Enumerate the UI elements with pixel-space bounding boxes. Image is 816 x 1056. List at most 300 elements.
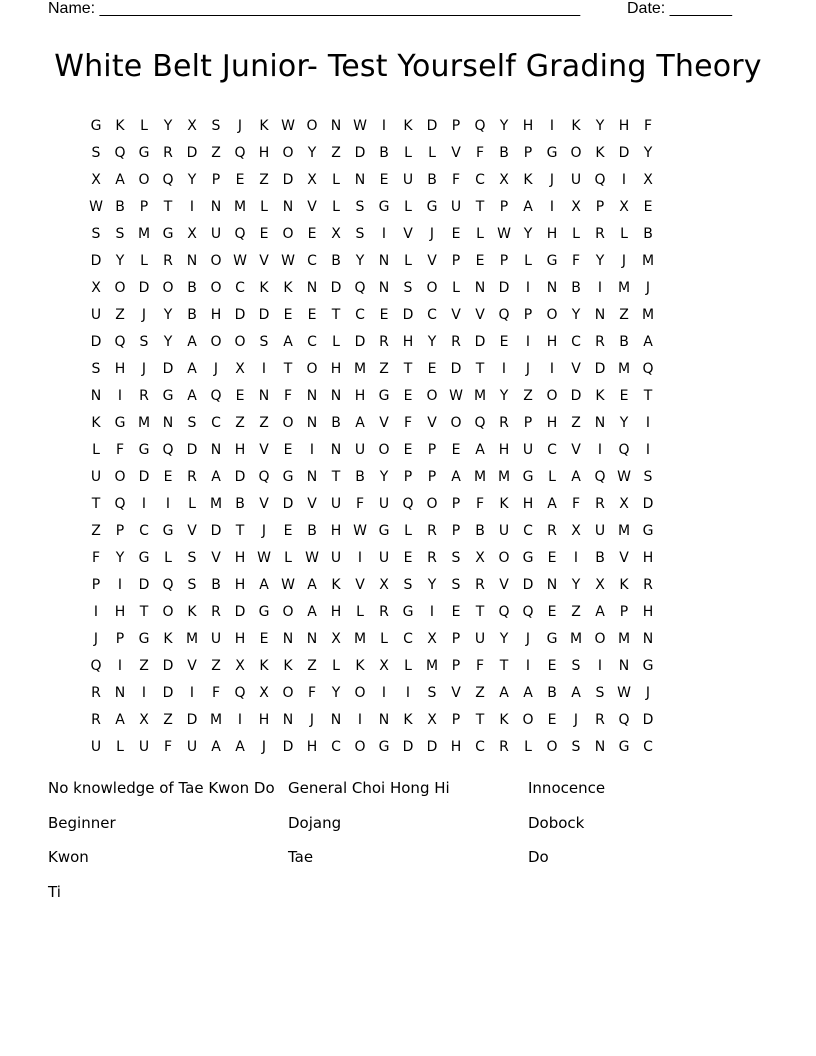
grid-letter: A bbox=[235, 739, 245, 755]
grid-letter: J bbox=[645, 280, 651, 296]
grid-letter: H bbox=[642, 550, 654, 566]
grid-letter: W bbox=[281, 577, 295, 593]
grid-letter: A bbox=[643, 334, 653, 350]
grid-letter: G bbox=[546, 253, 558, 269]
grid-letter: L bbox=[548, 469, 556, 485]
grid-letter: L bbox=[332, 199, 340, 215]
grid-letter: S bbox=[403, 577, 413, 593]
grid-letter: Q bbox=[594, 469, 606, 485]
grid-letter: O bbox=[282, 415, 294, 431]
grid-letter: H bbox=[330, 604, 342, 620]
grid-letter: L bbox=[404, 523, 412, 539]
grid-letter: R bbox=[211, 604, 221, 620]
grid-letter: Q bbox=[618, 442, 630, 458]
grid-letter: T bbox=[499, 658, 509, 674]
grid-letter: R bbox=[91, 712, 101, 728]
grid-letter: X bbox=[235, 658, 245, 674]
grid-letter: S bbox=[451, 550, 461, 566]
grid-letter: U bbox=[474, 631, 486, 647]
grid-letter: D bbox=[138, 280, 150, 296]
grid-letter: G bbox=[618, 739, 630, 755]
grid-letter: Q bbox=[522, 604, 534, 620]
grid-letter: H bbox=[258, 145, 270, 161]
grid-letter: G bbox=[90, 118, 102, 134]
grid-letter: U bbox=[90, 307, 102, 323]
grid-letter: V bbox=[307, 496, 317, 512]
grid-letter: G bbox=[138, 631, 150, 647]
grid-letter: K bbox=[259, 118, 269, 134]
grid-letter: R bbox=[163, 253, 173, 269]
grid-letter: Y bbox=[115, 550, 125, 566]
grid-letter: V bbox=[475, 307, 485, 323]
grid-letter: C bbox=[571, 334, 581, 350]
grid-letter: N bbox=[330, 388, 342, 404]
grid-letter: P bbox=[451, 253, 461, 269]
grid-letter: N bbox=[642, 631, 654, 647]
grid-letter: P bbox=[451, 496, 461, 512]
grid-letter: J bbox=[525, 361, 531, 377]
grid-letter: N bbox=[354, 172, 366, 188]
grid-letter: N bbox=[282, 199, 294, 215]
grid-letter: U bbox=[570, 172, 582, 188]
grid-letter: I bbox=[525, 658, 531, 674]
grid-letter: D bbox=[402, 307, 414, 323]
grid-letter: E bbox=[307, 307, 317, 323]
grid-letter: L bbox=[476, 226, 484, 242]
grid-letter: K bbox=[91, 415, 101, 431]
grid-letter: G bbox=[378, 388, 390, 404]
grid-letter: S bbox=[403, 280, 413, 296]
grid-letter: K bbox=[163, 631, 173, 647]
grid-letter: R bbox=[547, 523, 557, 539]
grid-letter: D bbox=[354, 145, 366, 161]
grid-letter: I bbox=[357, 550, 363, 566]
grid-letter: B bbox=[115, 199, 125, 215]
grid-letter: O bbox=[426, 280, 438, 296]
word-list-item: Tae bbox=[288, 848, 314, 866]
grid-letter: G bbox=[114, 415, 126, 431]
grid-letter: H bbox=[354, 388, 366, 404]
grid-letter: D bbox=[186, 442, 198, 458]
grid-letter: N bbox=[114, 685, 126, 701]
grid-letter: V bbox=[187, 658, 197, 674]
grid-letter: Y bbox=[427, 577, 437, 593]
grid-letter: B bbox=[307, 523, 317, 539]
grid-letter: F bbox=[163, 739, 173, 755]
grid-letter: V bbox=[211, 550, 221, 566]
grid-letter: Q bbox=[210, 388, 222, 404]
grid-letter: I bbox=[189, 685, 195, 701]
grid-letter: A bbox=[451, 469, 461, 485]
grid-letter: E bbox=[403, 442, 413, 458]
grid-letter: E bbox=[451, 604, 461, 620]
grid-letter: M bbox=[233, 199, 247, 215]
grid-letter: M bbox=[473, 469, 487, 485]
grid-letter: H bbox=[330, 523, 342, 539]
grid-letter: E bbox=[235, 172, 245, 188]
grid-letter: J bbox=[141, 361, 147, 377]
grid-letter: H bbox=[258, 712, 270, 728]
word-list-item: Kwon bbox=[48, 848, 89, 866]
grid-letter: V bbox=[619, 550, 629, 566]
grid-letter: S bbox=[571, 739, 581, 755]
grid-letter: B bbox=[187, 307, 197, 323]
grid-letter: F bbox=[115, 442, 125, 458]
grid-letter: N bbox=[330, 442, 342, 458]
grid-letter: Q bbox=[474, 118, 486, 134]
grid-letter: E bbox=[283, 307, 293, 323]
grid-letter: E bbox=[403, 388, 413, 404]
grid-letter: U bbox=[402, 172, 414, 188]
grid-letter: O bbox=[522, 712, 534, 728]
grid-letter: X bbox=[331, 226, 341, 242]
grid-letter: E bbox=[547, 658, 557, 674]
grid-letter: N bbox=[210, 442, 222, 458]
grid-letter: B bbox=[643, 226, 653, 242]
grid-letter: D bbox=[522, 577, 534, 593]
grid-letter: P bbox=[115, 631, 125, 647]
grid-row bbox=[84, 140, 660, 167]
grid-letter: O bbox=[234, 334, 246, 350]
grid-letter: Y bbox=[499, 118, 509, 134]
grid-letter: X bbox=[643, 172, 653, 188]
grid-letter: C bbox=[307, 253, 317, 269]
grid-letter: A bbox=[595, 604, 605, 620]
grid-letter: G bbox=[378, 199, 390, 215]
grid-letter: H bbox=[450, 739, 462, 755]
grid-letter: Z bbox=[211, 658, 221, 674]
grid-letter: Z bbox=[259, 415, 269, 431]
grid-letter: M bbox=[209, 712, 223, 728]
grid-letter: L bbox=[140, 253, 148, 269]
grid-letter: R bbox=[595, 712, 605, 728]
grid-letter: B bbox=[331, 253, 341, 269]
grid-letter: K bbox=[115, 118, 125, 134]
grid-letter: M bbox=[473, 388, 487, 404]
grid-letter: Q bbox=[258, 469, 270, 485]
grid-letter: D bbox=[210, 523, 222, 539]
grid-letter: E bbox=[547, 550, 557, 566]
word-list-item: Innocence bbox=[528, 779, 606, 797]
grid-letter: U bbox=[210, 631, 222, 647]
grid-letter: J bbox=[237, 118, 243, 134]
grid-letter: E bbox=[451, 442, 461, 458]
grid-letter: Z bbox=[571, 415, 581, 431]
grid-row bbox=[84, 437, 660, 464]
grid-letter: Y bbox=[355, 253, 365, 269]
grid-letter: X bbox=[379, 658, 389, 674]
grid-letter: O bbox=[546, 739, 558, 755]
grid-letter: N bbox=[306, 469, 318, 485]
grid-letter: P bbox=[523, 307, 533, 323]
grid-letter: I bbox=[261, 361, 267, 377]
grid-letter: R bbox=[427, 523, 437, 539]
grid-letter: I bbox=[645, 415, 651, 431]
grid-letter: N bbox=[258, 388, 270, 404]
word-list-item: Do bbox=[528, 848, 549, 866]
grid-letter: W bbox=[233, 253, 247, 269]
grid-letter: Z bbox=[523, 388, 533, 404]
grid-letter: D bbox=[450, 361, 462, 377]
grid-letter: S bbox=[595, 685, 605, 701]
grid-row bbox=[84, 275, 660, 302]
grid-letter: D bbox=[162, 685, 174, 701]
grid-row bbox=[84, 329, 660, 356]
grid-letter: Y bbox=[331, 685, 341, 701]
grid-letter: X bbox=[499, 172, 509, 188]
grid-letter: C bbox=[403, 631, 413, 647]
grid-letter: O bbox=[594, 631, 606, 647]
grid-letter: X bbox=[379, 577, 389, 593]
grid-letter: Q bbox=[354, 280, 366, 296]
grid-letter: F bbox=[475, 145, 485, 161]
grid-letter: S bbox=[259, 334, 269, 350]
grid-letter: V bbox=[355, 577, 365, 593]
grid-letter: E bbox=[259, 631, 269, 647]
grid-letter: X bbox=[187, 226, 197, 242]
grid-row bbox=[84, 518, 660, 545]
word-list-item: Dojang bbox=[288, 813, 342, 832]
grid-letter: P bbox=[499, 253, 509, 269]
grid-letter: Q bbox=[162, 172, 174, 188]
grid-letter: C bbox=[547, 442, 557, 458]
grid-letter: G bbox=[162, 226, 174, 242]
grid-letter: D bbox=[282, 496, 294, 512]
grid-letter: M bbox=[137, 415, 151, 431]
grid-letter: F bbox=[283, 388, 293, 404]
grid-letter: R bbox=[163, 145, 173, 161]
grid-letter: M bbox=[497, 469, 511, 485]
grid-letter: O bbox=[450, 415, 462, 431]
grid-letter: O bbox=[570, 145, 582, 161]
grid-row bbox=[84, 491, 660, 518]
grid-letter: L bbox=[572, 226, 580, 242]
grid-letter: I bbox=[549, 361, 555, 377]
grid-letter: D bbox=[330, 280, 342, 296]
grid-letter: H bbox=[114, 604, 126, 620]
grid-letter: B bbox=[331, 415, 341, 431]
grid-letter: P bbox=[427, 442, 437, 458]
grid-letter: J bbox=[261, 739, 267, 755]
grid-row bbox=[84, 734, 660, 761]
grid-letter: I bbox=[117, 658, 123, 674]
grid-letter: K bbox=[499, 712, 509, 728]
grid-letter: N bbox=[306, 280, 318, 296]
grid-letter: C bbox=[211, 415, 221, 431]
grid-letter: F bbox=[571, 496, 581, 512]
grid-letter: A bbox=[475, 442, 485, 458]
grid-letter: H bbox=[546, 334, 558, 350]
grid-letter: T bbox=[331, 469, 341, 485]
grid-letter: H bbox=[234, 577, 246, 593]
grid-letter: B bbox=[379, 145, 389, 161]
grid-letter: Q bbox=[618, 712, 630, 728]
grid-row bbox=[84, 302, 660, 329]
grid-letter: A bbox=[547, 496, 557, 512]
grid-letter: E bbox=[235, 388, 245, 404]
grid-letter: X bbox=[187, 118, 197, 134]
grid-letter: H bbox=[618, 118, 630, 134]
grid-letter: J bbox=[621, 253, 627, 269]
grid-letter: G bbox=[258, 604, 270, 620]
grid-letter: V bbox=[451, 145, 461, 161]
grid-letter: C bbox=[427, 307, 437, 323]
grid-letter: Q bbox=[114, 496, 126, 512]
grid-letter: T bbox=[475, 712, 485, 728]
grid-letter: D bbox=[282, 739, 294, 755]
grid-letter: N bbox=[90, 388, 102, 404]
grid-letter: C bbox=[475, 172, 485, 188]
grid-letter: E bbox=[259, 226, 269, 242]
grid-letter: Y bbox=[427, 334, 437, 350]
grid-letter: S bbox=[427, 685, 437, 701]
word-list-item: Beginner bbox=[48, 813, 116, 832]
grid-letter: N bbox=[594, 307, 606, 323]
grid-letter: Q bbox=[234, 145, 246, 161]
grid-letter: V bbox=[187, 523, 197, 539]
grid-letter: I bbox=[141, 685, 147, 701]
grid-letter: Z bbox=[91, 523, 101, 539]
word-list-item: General Choi Hong Hi bbox=[288, 779, 450, 797]
grid-letter: U bbox=[90, 739, 102, 755]
grid-row bbox=[84, 410, 660, 437]
grid-letter: C bbox=[355, 307, 365, 323]
grid-letter: L bbox=[428, 145, 436, 161]
grid-letter: W bbox=[353, 118, 367, 134]
grid-letter: F bbox=[475, 496, 485, 512]
grid-letter: H bbox=[234, 442, 246, 458]
grid-letter: Y bbox=[163, 334, 173, 350]
grid-letter: K bbox=[619, 577, 629, 593]
grid-letter: M bbox=[425, 658, 439, 674]
grid-letter: Q bbox=[162, 577, 174, 593]
grid-letter: G bbox=[162, 523, 174, 539]
grid-letter: D bbox=[138, 577, 150, 593]
grid-letter: J bbox=[645, 685, 651, 701]
grid-letter: S bbox=[451, 577, 461, 593]
grid-letter: I bbox=[117, 388, 123, 404]
grid-letter: W bbox=[257, 550, 271, 566]
grid-letter: Q bbox=[234, 685, 246, 701]
grid-letter: X bbox=[619, 199, 629, 215]
grid-letter: J bbox=[261, 523, 267, 539]
grid-letter: J bbox=[309, 712, 315, 728]
grid-letter: B bbox=[475, 523, 485, 539]
grid-letter: D bbox=[570, 388, 582, 404]
grid-letter: T bbox=[475, 361, 485, 377]
grid-letter: E bbox=[283, 523, 293, 539]
grid-letter: I bbox=[405, 685, 411, 701]
grid-letter: B bbox=[235, 496, 245, 512]
grid-letter: D bbox=[594, 361, 606, 377]
grid-letter: M bbox=[353, 361, 367, 377]
grid-letter: V bbox=[307, 199, 317, 215]
grid-letter: B bbox=[619, 334, 629, 350]
grid-letter: S bbox=[91, 226, 101, 242]
grid-letter: K bbox=[523, 172, 533, 188]
grid-letter: L bbox=[332, 658, 340, 674]
grid-letter: Y bbox=[595, 118, 605, 134]
grid-letter: T bbox=[235, 523, 245, 539]
grid-row bbox=[84, 356, 660, 383]
grid-letter: P bbox=[451, 118, 461, 134]
grid-letter: U bbox=[522, 442, 534, 458]
grid-letter: V bbox=[259, 442, 269, 458]
grid-letter: Q bbox=[114, 145, 126, 161]
grid-letter: D bbox=[498, 280, 510, 296]
grid-letter: H bbox=[234, 550, 246, 566]
grid-letter: V bbox=[451, 307, 461, 323]
grid-letter: O bbox=[114, 280, 126, 296]
grid-row bbox=[84, 653, 660, 680]
grid-letter: D bbox=[474, 334, 486, 350]
grid-letter: A bbox=[187, 334, 197, 350]
grid-letter: Y bbox=[523, 226, 533, 242]
grid-row bbox=[84, 572, 660, 599]
grid-letter: P bbox=[499, 199, 509, 215]
grid-letter: D bbox=[642, 712, 654, 728]
grid-letter: W bbox=[617, 685, 631, 701]
grid-letter: Y bbox=[595, 253, 605, 269]
grid-letter: I bbox=[381, 226, 387, 242]
grid-row bbox=[84, 599, 660, 626]
grid-letter: Q bbox=[498, 307, 510, 323]
grid-letter: W bbox=[497, 226, 511, 242]
grid-letter: Q bbox=[594, 172, 606, 188]
grid-letter: Z bbox=[163, 712, 173, 728]
grid-letter: E bbox=[475, 253, 485, 269]
grid-letter: F bbox=[91, 550, 101, 566]
grid-letter: I bbox=[93, 604, 99, 620]
grid-letter: T bbox=[475, 199, 485, 215]
grid-letter: F bbox=[211, 685, 221, 701]
grid-letter: X bbox=[571, 199, 581, 215]
grid-letter: N bbox=[186, 253, 198, 269]
grid-letter: U bbox=[594, 523, 606, 539]
grid-row bbox=[84, 194, 660, 221]
grid-letter: F bbox=[403, 415, 413, 431]
grid-letter: G bbox=[546, 631, 558, 647]
grid-letter: Z bbox=[307, 658, 317, 674]
grid-letter: Z bbox=[475, 685, 485, 701]
grid-row bbox=[84, 383, 660, 410]
grid-letter: Y bbox=[643, 145, 653, 161]
grid-letter: P bbox=[451, 631, 461, 647]
grid-letter: B bbox=[595, 550, 605, 566]
grid-letter: S bbox=[187, 415, 197, 431]
grid-letter: M bbox=[641, 253, 655, 269]
grid-letter: R bbox=[595, 226, 605, 242]
grid-letter: F bbox=[571, 253, 581, 269]
grid-letter: E bbox=[547, 604, 557, 620]
grid-letter: O bbox=[162, 604, 174, 620]
grid-letter: I bbox=[549, 199, 555, 215]
grid-letter: G bbox=[138, 442, 150, 458]
grid-letter: A bbox=[283, 334, 293, 350]
grid-letter: S bbox=[91, 361, 101, 377]
grid-letter: L bbox=[332, 172, 340, 188]
grid-letter: N bbox=[306, 415, 318, 431]
grid-letter: A bbox=[211, 469, 221, 485]
grid-letter: E bbox=[379, 172, 389, 188]
grid-letter: U bbox=[186, 739, 198, 755]
grid-letter: E bbox=[619, 388, 629, 404]
grid-letter: L bbox=[188, 496, 196, 512]
grid-letter: X bbox=[427, 631, 437, 647]
grid-letter: S bbox=[571, 658, 581, 674]
grid-letter: N bbox=[474, 280, 486, 296]
grid-letter: P bbox=[451, 658, 461, 674]
